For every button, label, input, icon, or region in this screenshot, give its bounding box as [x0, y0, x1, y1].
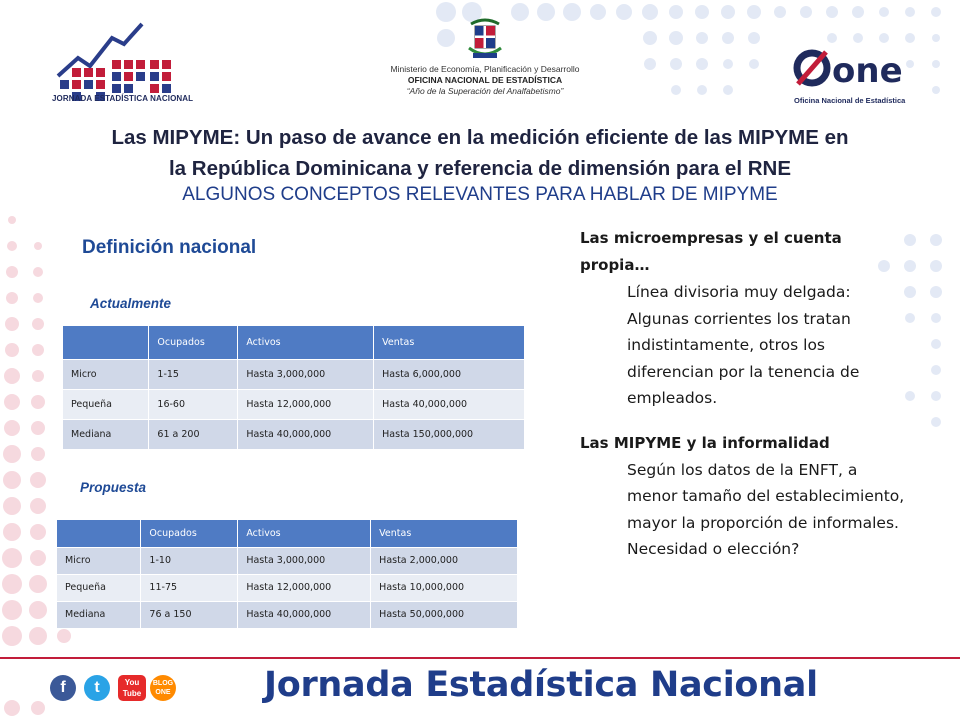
table-header-cell: Ocupados — [141, 520, 238, 547]
table-row — [63, 389, 525, 419]
table-row — [57, 601, 518, 628]
table-row — [57, 547, 518, 574]
table-cell: 16-60 — [149, 389, 238, 419]
ministry-name: Ministerio de Economía, Planificación y Desarrollo — [390, 64, 580, 74]
year-motto: “Año de la Superación del Analfabetismo” — [406, 86, 564, 96]
table-header-cell: Ventas — [374, 326, 525, 359]
table-header-cell: Activos — [238, 326, 374, 359]
table-actual — [63, 326, 525, 449]
table-cell: Hasta 10,000,000 — [371, 574, 518, 601]
table-cell: Mediana — [63, 419, 149, 449]
table-header-row — [63, 326, 525, 359]
table-cell: 1-15 — [149, 359, 238, 389]
table-cell: 76 a 150 — [141, 601, 238, 628]
title-line-1: Las MIPYME: Un paso de avance en la medición eficiente de las MIPYME en — [111, 126, 849, 149]
table-header-cell — [57, 520, 141, 547]
table-cell: Hasta 3,000,000 — [238, 547, 371, 574]
table-propuesta — [57, 520, 518, 628]
heading-microempresas: Las microempresas y el cuenta propia… — [580, 229, 842, 274]
section-heading-definition: Definición nacional — [82, 237, 257, 258]
table-cell: Hasta 3,000,000 — [238, 359, 374, 389]
table-cell: 11-75 — [141, 574, 238, 601]
national-seal-icon — [463, 14, 507, 62]
one-logo-wordmark: one — [832, 51, 903, 91]
jornada-logo-caption: JORNADA ESTADÍSTICA NACIONAL — [52, 94, 194, 103]
table-cell: Hasta 150,000,000 — [374, 419, 525, 449]
youtube-icon[interactable]: You Tube — [118, 675, 146, 701]
twitter-icon[interactable]: t — [84, 675, 110, 701]
table-cell: Hasta 50,000,000 — [371, 601, 518, 628]
table-header-cell — [63, 326, 149, 359]
label-actualmente: Actualmente — [90, 296, 172, 311]
title-line-2: la República Dominicana y referencia de dimensión para el RNE — [168, 157, 792, 180]
label-propuesta: Propuesta — [80, 480, 147, 495]
table-cell: Hasta 40,000,000 — [374, 389, 525, 419]
table-header-cell: Activos — [238, 520, 371, 547]
footer-title: Jornada Estadística Nacional — [264, 665, 818, 705]
table-header-cell: Ventas — [371, 520, 518, 547]
heading-informalidad: Las MIPYME y la informalidad — [580, 433, 830, 452]
right-text-column — [580, 225, 910, 563]
table-cell: Micro — [63, 359, 149, 389]
table-cell: Hasta 6,000,000 — [374, 359, 525, 389]
table-row — [63, 419, 525, 449]
page-subtitle: ALGUNOS CONCEPTOS RELEVANTES PARA HABLAR DE MIPYME — [182, 184, 778, 205]
ministry-header — [360, 14, 610, 96]
facebook-icon[interactable]: f — [50, 675, 76, 701]
blog-icon[interactable]: BLOG ONE — [150, 675, 176, 701]
table-header-cell: Ocupados — [149, 326, 238, 359]
footer-divider — [0, 657, 960, 659]
office-name: OFICINA NACIONAL DE ESTADÍSTICA — [407, 75, 563, 85]
paragraph-microempresas: Línea divisoria muy delgada: Algunas corrientes los tratan indistintamente, otros los diferencian por la tenencia de empleados. — [627, 283, 860, 407]
table-cell: 1-10 — [141, 547, 238, 574]
one-logo-icon — [792, 44, 912, 94]
table-row — [57, 574, 518, 601]
table-cell: Pequeña — [63, 389, 149, 419]
page-title — [40, 122, 920, 184]
table-cell: Hasta 2,000,000 — [371, 547, 518, 574]
table-header-row — [57, 520, 518, 547]
table-row — [63, 359, 525, 389]
paragraph-informalidad: Según los datos de la ENFT, a menor tamaño del establecimiento, mayor la proporción de informales. Necesidad o elección? — [627, 460, 905, 558]
table-cell: Micro — [57, 547, 141, 574]
table-cell: Mediana — [57, 601, 141, 628]
table-cell: 61 a 200 — [149, 419, 238, 449]
table-cell: Hasta 12,000,000 — [238, 389, 374, 419]
table-cell: Hasta 12,000,000 — [238, 574, 371, 601]
table-cell: Hasta 40,000,000 — [238, 419, 374, 449]
table-cell: Pequeña — [57, 574, 141, 601]
one-logo-caption: Oficina Nacional de Estadística — [794, 96, 906, 105]
table-cell: Hasta 40,000,000 — [238, 601, 371, 628]
